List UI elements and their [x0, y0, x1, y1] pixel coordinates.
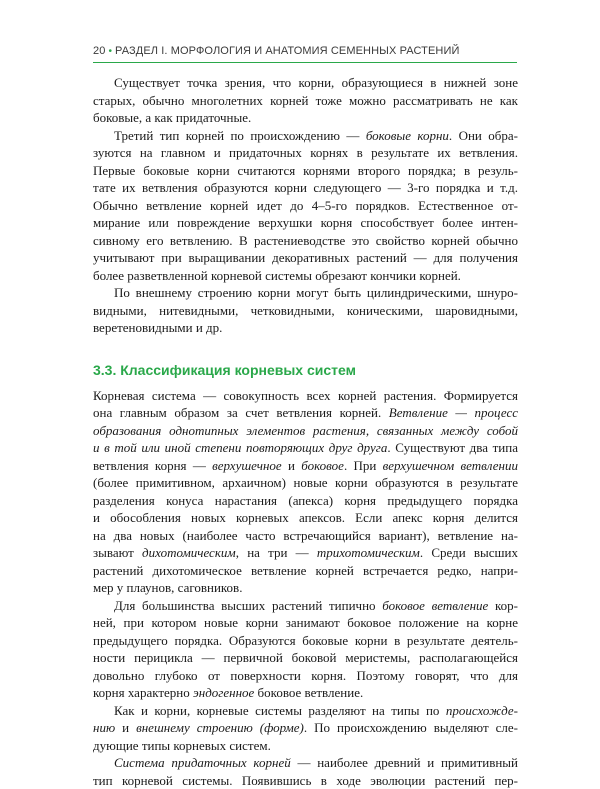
text-line: Третий тип корней по происхождению — боковые корни. Они обра- — [93, 127, 518, 145]
italic-definition: и в той или иной степени повторяющих друг друга — [93, 440, 387, 455]
italic-term: боковое — [301, 458, 344, 473]
section-title: РАЗДЕЛ I. МОРФОЛОГИЯ И АНАТОМИЯ СЕМЕННЫХ РАСТЕНИЙ — [115, 45, 459, 57]
italic-term: эндогенное — [193, 685, 254, 700]
text-line: Первые боковые корни считаются корнями второго порядка; в резуль- — [93, 162, 518, 180]
text-line: более разветвленной корневой системы обрезают кончики корней. — [93, 267, 518, 285]
italic-term: верхушечное — [212, 458, 282, 473]
page-number: 20 — [93, 45, 105, 57]
text-line: тате их ветвления образуются корни следующего — 3-го порядка и т.д. — [93, 179, 518, 197]
italic-term: боковое ветвление — [382, 598, 488, 613]
text-line: тип корневой системы. Появившись в ходе эволюции растений пер- — [93, 772, 518, 789]
text-line: старых, обычно многолетних корней тоже можно рассматривать не как — [93, 92, 518, 110]
italic-term: нию — [93, 720, 115, 735]
text-line: зывают дихотомическим, на три — трихотомическим. Среди высших — [93, 544, 518, 562]
text-line: и в той или иной степени повторяющих друг друга. Существуют два типа — [93, 439, 518, 457]
text-line: на два новых (наиболее часто встречающийся вариант), ветвление на- — [93, 527, 518, 545]
text-line: Как и корни, корневые системы разделяют на типы по происхожде- — [93, 702, 518, 720]
text-line: довольно глубоко от поверхности корня. Поэтому говорят, что для — [93, 667, 518, 685]
text-line: По внешнему строению корни могут быть цилиндрическими, шнуро- — [93, 284, 518, 302]
text-line: Корневая система — совокупность всех корней растения. Формируется — [93, 387, 518, 405]
running-head — [93, 45, 518, 57]
italic-definition: образования однотипных элементов растения, связанных между собой — [93, 423, 518, 438]
italic-term: верхушечном ветвлении — [383, 458, 518, 473]
text-line: ветвления корня — верхушечное и боковое. При верхушечном ветвлении — [93, 457, 518, 475]
text-line: Обычно ветвление корней идет до 4–5-го порядков. Естественное от- — [93, 197, 518, 215]
text-line: ности перицикла — первичной боковой меристемы, располагающейся — [93, 649, 518, 667]
paragraph-5 — [93, 597, 518, 702]
paragraph-3 — [93, 284, 518, 337]
text-line: мирание или повреждение верхушки корня способствует более интен- — [93, 214, 518, 232]
italic-term: дихотомическим — [142, 545, 236, 560]
text-line: дующие типы корневых систем. — [93, 737, 518, 755]
text-line: ней, при котором новые корни занимают боковое положение на корне — [93, 614, 518, 632]
body-text — [93, 74, 518, 789]
italic-term: Система придаточных корней — [114, 755, 291, 770]
paragraph-6 — [93, 702, 518, 755]
text-line: веретеновидными и др. — [93, 319, 518, 337]
text-line: корня характерно эндогенное боковое ветвление. — [93, 684, 518, 702]
italic-term: Ветвление — процесс — [389, 405, 518, 420]
text-line: сивному его ветвлению. В растениеводстве это свойство корней обычно — [93, 232, 518, 250]
italic-term: трихотомическим — [317, 545, 420, 560]
text-line: и обособления новых корневых апексов. Если апекс корня делится — [93, 509, 518, 527]
paragraph-2 — [93, 127, 518, 285]
text-line: учитывают при выращивании декоративных растений — для получения — [93, 249, 518, 267]
text-line: (более примитивном, архаичном) новые корни образуются в результате — [93, 474, 518, 492]
header-rule — [93, 62, 517, 63]
paragraph-1 — [93, 74, 518, 127]
paragraph-4 — [93, 387, 518, 597]
text-line: она главным образом за счет ветвления корней. Ветвление — процесс — [93, 404, 518, 422]
text-line: зуются на главном и придаточных корнях в результате их ветвления. — [93, 144, 518, 162]
paragraph-7 — [93, 754, 518, 789]
section-heading: 3.3. Классификация корневых систем — [93, 359, 518, 381]
bullet-separator: • — [108, 46, 112, 57]
italic-term: боковые корни — [366, 128, 449, 143]
text-line: разделения конуса нарастания (апекса) корня предыдущего порядка — [93, 492, 518, 510]
text-line: мер у плаунов, саговников. — [93, 579, 518, 597]
text-line: Для большинства высших растений типично боковое ветвление кор- — [93, 597, 518, 615]
italic-term: внешнему строению (форме) — [136, 720, 304, 735]
text-line: нию и внешнему строению (форме). По происхождению выделяют сле- — [93, 719, 518, 737]
text-line: боковые, а как придаточные. — [93, 109, 518, 127]
text-line — [93, 422, 518, 440]
italic-term: происхожде- — [446, 703, 518, 718]
text-line: растений дихотомическое ветвление корней встречается редко, напри- — [93, 562, 518, 580]
text-line: предыдущего порядка. Образуются боковые корни в результате деятель- — [93, 632, 518, 650]
text-line: Система придаточных корней — наиболее древний и примитивный — [93, 754, 518, 772]
text-line: видными, нитевидными, четковидными, коническими, шаровидными, — [93, 302, 518, 320]
text-line: Существует точка зрения, что корни, образующиеся в нижней зоне — [93, 74, 518, 92]
